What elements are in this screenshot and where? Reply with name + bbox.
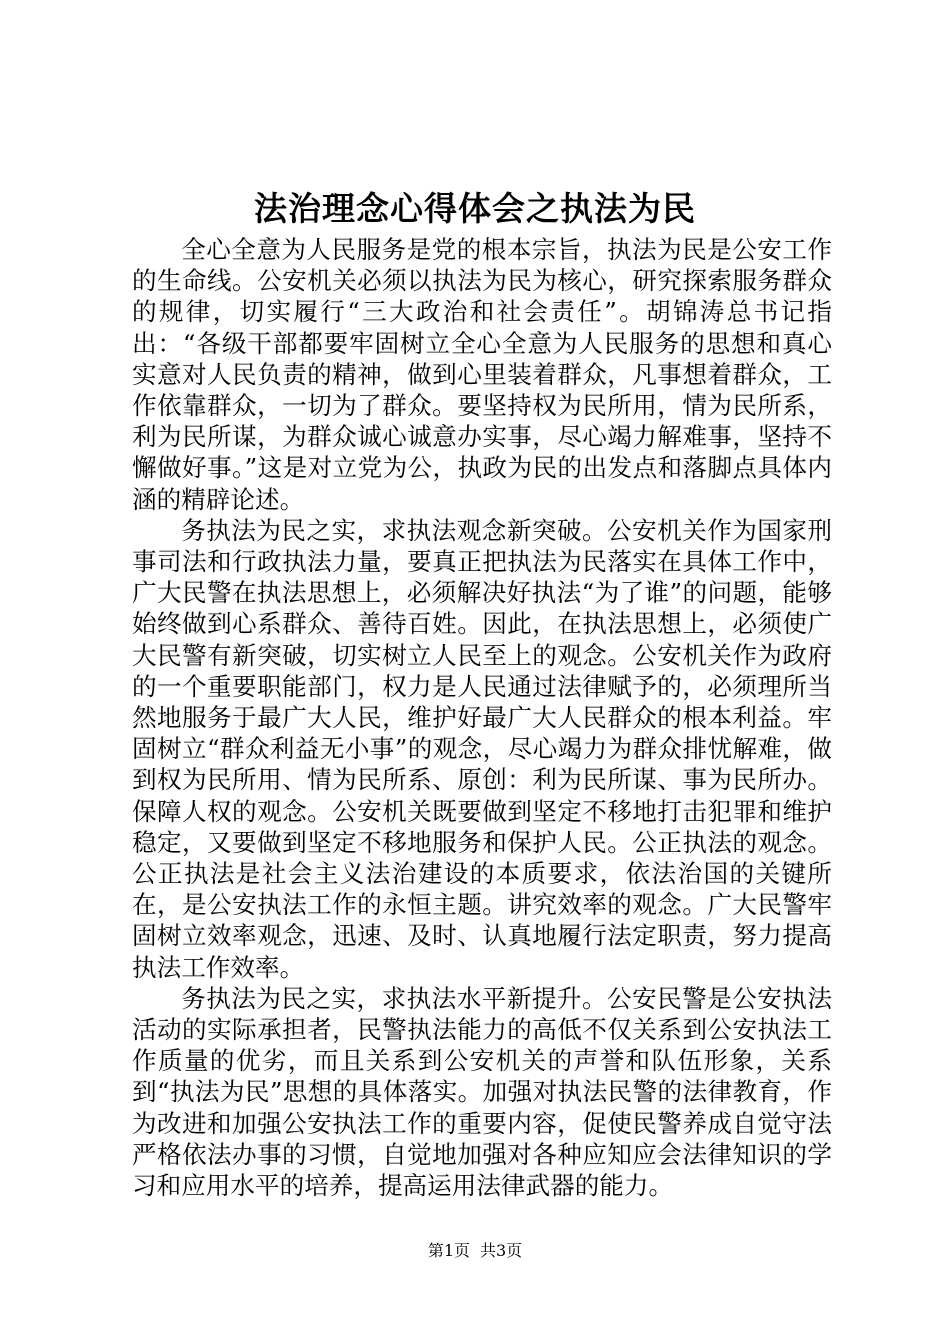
document-title: 法治理念心得体会之执法为民: [254, 189, 696, 228]
page-footer: [0, 1240, 950, 1262]
paragraph-1: 全心全意为人民服务是党的根本宗旨，执法为民是公安工作的生命线。公安机关必须以执法为民为核心，研究探索服务群众的规律，切实履行“三大政治和社会责任”。胡锦涛总书记指出：“各级干部都要牢固树立全心全意为人民服务的思想和真心实意对人民负责的精神，做到心里装着群众，凡事想着群众，工作依靠群众，一切为了群众。要坚持权为民所用，情为民所系，利为民所谋，为群众诚心诚意办实事，尽心竭力解难事，坚持不懈做好事。”这是对立党为公，执政为民的出发点和落脚点具体内涵的精辟论述。: [132, 235, 832, 514]
page-number: 第1页: [427, 1241, 470, 1260]
document-body: [132, 234, 832, 1201]
paragraph-2: 务执法为民之实，求执法观念新突破。公安机关作为国家刑事司法和行政执法力量，要真正把执法为民落实在具体工作中，广大民警在执法思想上，必须解决好执法“为了谁”的问题，能够始终做到心系群众、善待百姓。因此，在执法思想上，必须使广大民警有新突破，切实树立人民至上的观念。公安机关作为政府的一个重要职能部门，权力是人民通过法律赋予的，必须理所当然地服务于最广大人民，维护好最广大人民群众的根本利益。牢固树立“群众利益无小事”的观念，尽心竭力为群众排忧解难，做到权为民所用、情为民所系、原创：利为民所谋、事为民所办。保障人权的观念。公安机关既要做到坚定不移地打击犯罪和维护稳定，又要做到坚定不移地服务和保护人民。公正执法的观念。公正执法是社会主义法治建设的本质要求，依法治国的关键所在，是公安执法工作的永恒主题。讲究效率的观念。广大民警牢固树立效率观念，迅速、及时、认真地履行法定职责，努力提高执法工作效率。: [132, 515, 832, 982]
page-total: 共3页: [480, 1241, 523, 1260]
paragraph-3: 务执法为民之实，求执法水平新提升。公安民警是公安执法活动的实际承担者，民警执法能力的高低不仅关系到公安执法工作质量的优劣，而且关系到公安机关的声誉和队伍形象，关系到“执法为民”思想的具体落实。加强对执法民警的法律教育，作为改进和加强公安执法工作的重要内容，促使民警养成自觉守法严格依法办事的习惯，自觉地加强对各种应知应会法律知识的学习和应用水平的培养，提高运用法律武器的能力。: [132, 983, 832, 1201]
